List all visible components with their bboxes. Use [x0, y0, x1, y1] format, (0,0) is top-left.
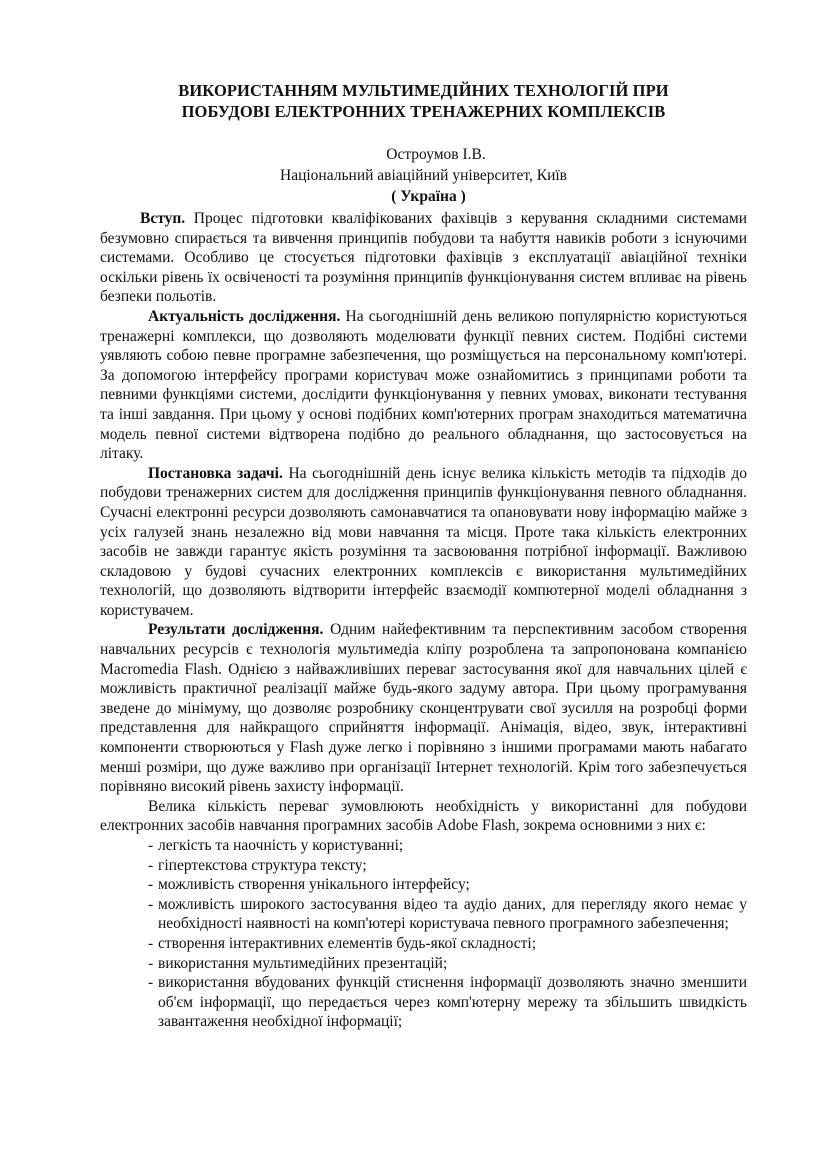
title-line-1: ВИКОРИСТАННЯМ МУЛЬТИМЕДІЙНИХ ТЕХНОЛОГІЙ ПРИ [178, 81, 669, 100]
advantages-list [100, 836, 747, 1032]
paragraph-text: Одним найефективним та перспективним засобом створення навчальних ресурсів є технологія мультимедіа кліпу розроблена та запропонована компанією Macromedia Flash. Однією з найважливіших переваг застосування якої для навчальних цілей є можливість практичної реалізації майже будь-якого задуму автора. При цьому програмування зведене до мінімуму, що дозволяє розробнику сконцентрувати свої зусилля на розробці форми представлення для найкращого сприйняття інформації. Анімація, відео, звук, інтерактивні компоненти створюються у Flash дуже легко і порівняно з іншими програмами мають набагато менші розміри, що дуже важливо при організації Інтернет технологій. Крім того забезпечується порівняно високий рівень захисту інформації. [100, 621, 747, 796]
paragraph-relevance [100, 307, 747, 464]
author-country: ( Україна ) [391, 188, 466, 205]
paragraph-lead: Постановка задачі. [148, 464, 283, 482]
paragraph-text: На сьогоднішній день існує велика кількість методів та підходів до побудови тренажерних систем для дослідження принципів функціонування певного обладнання. Сучасні електронні ресурси дозволяють самонавчатися та опановувати нову інформацію майже з усіх галузей знань незалежно від мови навчання та місця. Проте така кількість електронних засобів не завжди гарантує якість розуміння та засвоювання потрібної інформації. Важливою складовою у будові сучасних електронних комплексів є використання мультимедійних технологій, що дозволяють відтворити інтерфейс взаємодії компютерної моделі обладнання з користувачем. [100, 464, 747, 619]
list-item: - легкість та наочність у користуванні; [148, 836, 747, 856]
list-item: - створення інтерактивних елементів будь-якої складності; [148, 934, 747, 954]
list-item: - використання мультимедійних презентацій; [148, 954, 747, 974]
paragraph-lead: Актуальність дослідження. [148, 307, 341, 325]
paper-title [100, 80, 747, 122]
paragraph-text: На сьогоднішній день великою популярністю користуються тренажерні комплекси, що дозволяють моделювати функції певних систем. Подібні системи уявляють собою певне програмне забезпечення, що розміщується на персональному комп'ютері. За допомогою інтерфейсу програми користувач може ознайомитись з принципами роботи та певними функціями системи, дослідити функціонування у певних умовах, виконати тестування та інші завдання. При цьому у основі подібних комп'ютерних програм знаходиться математична модель певної системи відтворена подібно до реального обладнання, що застосовується на літаку. [100, 307, 747, 463]
title-line-2: ПОБУДОВІ ЕЛЕКТРОННИХ ТРЕНАЖЕРНИХ КОМПЛЕКСІВ [181, 102, 666, 121]
author-block [100, 144, 747, 207]
paper-body [100, 209, 747, 1032]
paragraph-introduction [100, 209, 747, 307]
paragraph-lead: Вступ. [140, 210, 186, 227]
list-item: - можливість створення унікального інтерфейсу; [148, 875, 747, 895]
author-name: Остроумов І.В. [386, 146, 486, 163]
paragraph-text: Процес підготовки кваліфікованих фахівців з керування складними системами безумовно спирається та вивчення принципів побудови та набуття навиків роботи з існуючими системами. Особливо це стосується підготовки фахівців з експлуатації авіаційної техніки оскільки рівень їх освіченості та розуміння принципів функціонування систем впливає на рівень безпеки польотів. [100, 210, 747, 306]
list-item: - гіпертекстова структура тексту; [148, 856, 747, 876]
list-item: - можливість широкого застосування відео та аудіо даних, для перегляду якого немає у необхідності наявності на комп'ютері користувача певного програмного забезпечення; [148, 895, 747, 934]
paragraph-results [100, 620, 747, 796]
paragraph-text: Велика кількість переваг зумовлюють необхідність у використанні для побудови електронних засобів навчання програмних засобів Adobe Flash, зокрема основними з них є: [100, 797, 747, 835]
paragraph-lead: Результати дослідження. [148, 621, 324, 639]
paragraph-advantages [100, 797, 747, 836]
paragraph-problem-statement [100, 464, 747, 621]
author-affiliation: Національний авіаційний університет, Київ [280, 167, 567, 184]
list-item: - використання вбудованих функцій стиснення інформації дозволяють значно зменшити об'єм інформації, що передається через комп'ютерну мережу та збільшить швидкість завантаження необхідної інформації; [148, 973, 747, 1032]
